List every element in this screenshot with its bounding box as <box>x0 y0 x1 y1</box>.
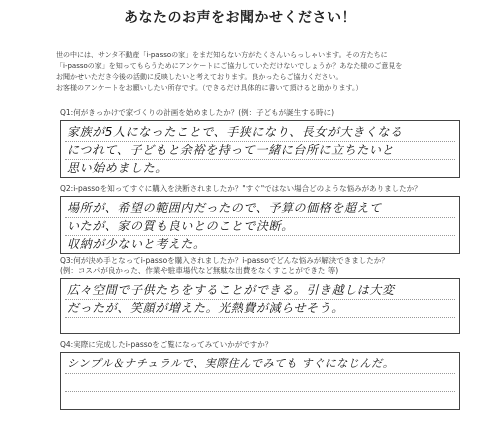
answer-line: 広々空間で子供たちをすることができる。引き越しは大変 <box>67 283 395 297</box>
question-1-label: Q1:何がきっかけで家づくりの計画を始めましたか？(例：子どもが誕生する時に) <box>60 108 335 117</box>
answer-line: 思い始めました。 <box>67 161 168 175</box>
question-2-label: Q2:i-passoを知ってすぐに購入を決断されましたか？"すぐ"ではない場合どのような悩みがありましたか？ <box>60 184 422 193</box>
question-3-example: (例：コスパが良かった、作業や駐車場代など無駄な出費をなくすことができた 等) <box>60 266 339 275</box>
answer-line: 場所が、希望の範囲内だったので、予算の価格を超えて <box>67 201 382 215</box>
answer-line: シンプル＆ナチュラルで、実際住んでみても すぐになじんだ。 <box>67 357 395 370</box>
answer-line: 収納が少ないと考えた。 <box>67 237 206 251</box>
answer-line: いたが、家の質も良いとのことで決断。 <box>67 219 294 233</box>
intro-line: 「i-passoの家」を知ってもらうためにアンケートにご協力していただけないでしょうか？あなた様のご意見を <box>56 62 403 70</box>
answer-box-1 <box>60 120 460 178</box>
answer-line: 家族が5人になったことで、手狭になり、長女が大きくなる <box>67 125 403 139</box>
intro-text <box>56 50 436 94</box>
intro-line: お客様のアンケートをお願いしたい所存です。（できるだけ具体的に書いて頂けると助かります。） <box>56 84 363 92</box>
answer-box-2 <box>60 196 460 254</box>
answer-box-3 <box>60 278 460 334</box>
intro-line: 世の中には、サンタ不動産「i-passoの家」をまだ知らない方がたくさんいらっしゃいます。その方たちに <box>56 51 388 59</box>
answer-line: だったが、笑顔が増えた。光熱費が減らせそう。 <box>67 301 344 315</box>
page-title: あなたのお声をお聞かせください！ <box>124 10 356 26</box>
answer-box-4 <box>60 352 460 410</box>
question-3-label: Q3:何が決め手となってi-passoを購入されましたか？i-passoでどんな悩みが解決できましたか？ <box>60 256 389 265</box>
question-4-label: Q4:実際に完成したi-passoをご覧になってみていかがですか？ <box>60 340 273 349</box>
intro-line: お聞かせいただき今後の活動に反映したいと考えております。良かったらご協力ください。 <box>56 73 343 81</box>
answer-line: につれて、子どもと余裕を持って一緒に台所に立ちたいと <box>67 143 395 157</box>
